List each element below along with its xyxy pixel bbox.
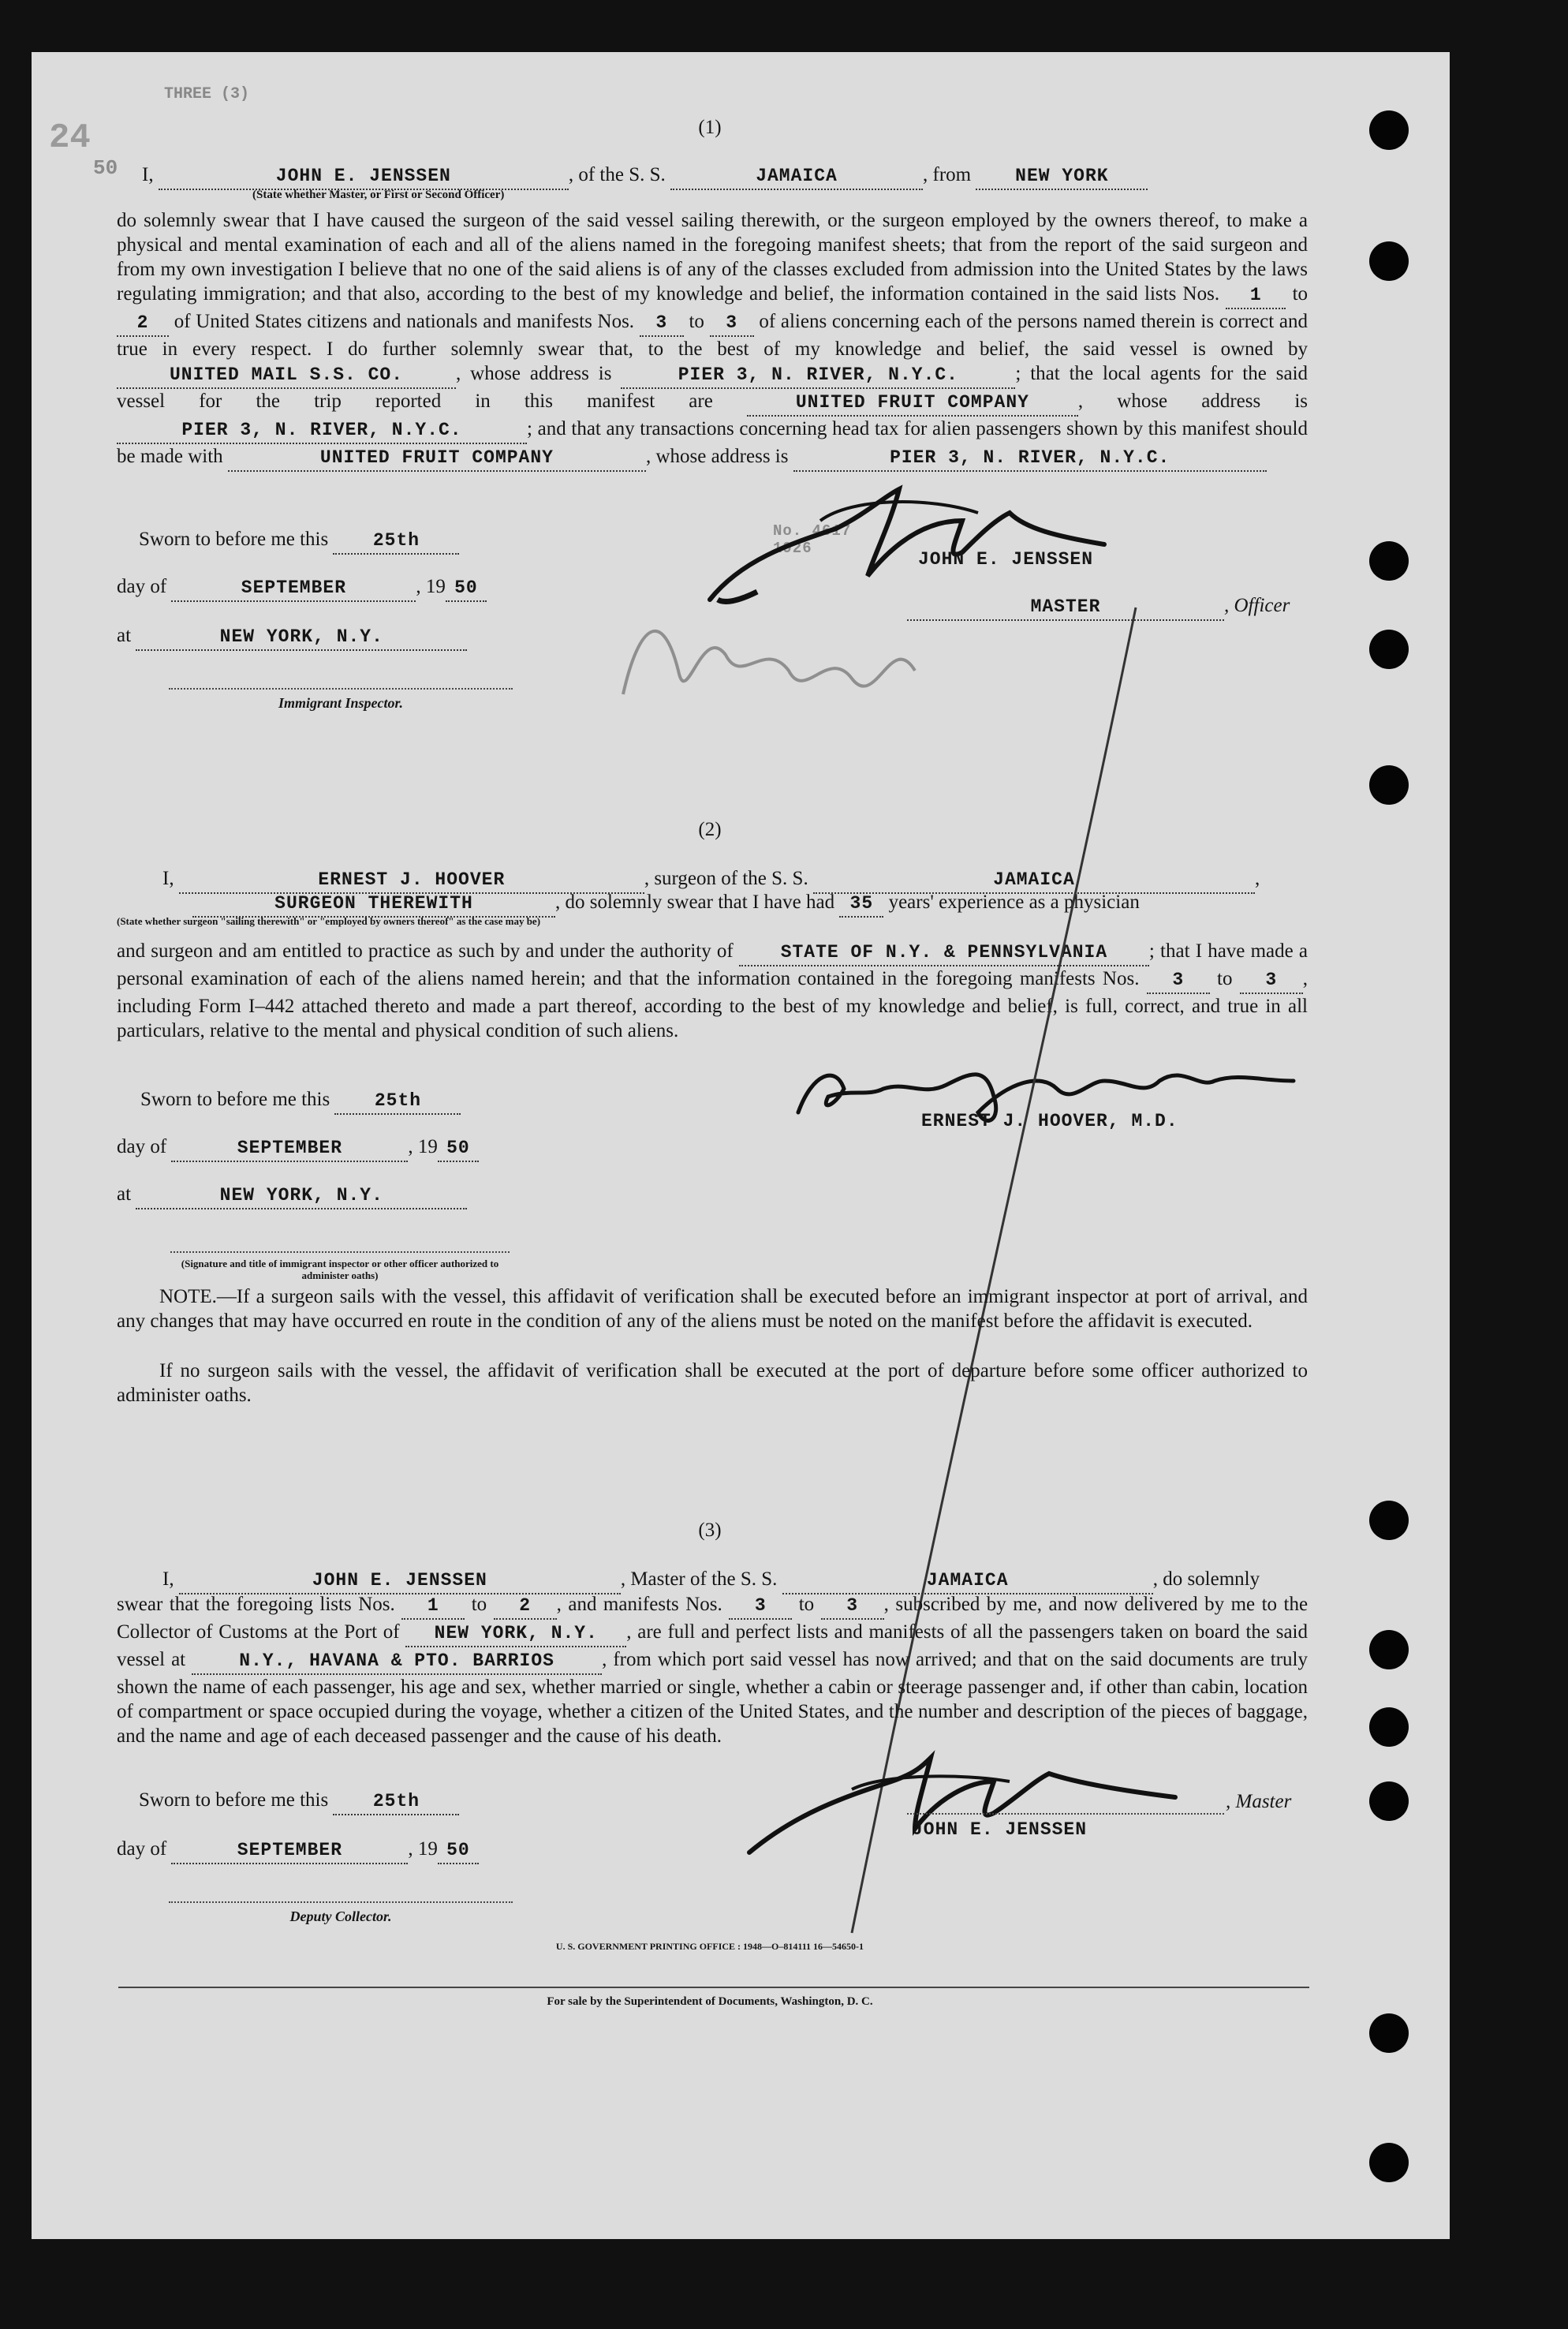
year-prefix: , 19 — [416, 576, 446, 597]
to-text: to — [1292, 283, 1309, 305]
arrival-port: NEW YORK, N.Y. — [405, 1621, 626, 1647]
whose-address-label: whose address is — [1117, 391, 1309, 412]
manifest-to: 3 — [1240, 968, 1303, 994]
oath-body-text: do solemnly swear that I have caused the surgeon of the said vessel sailing therewith, or the surgeon employed by the owners thereof, to make a physical and mental examination of each and all of the aliens named in the foregoing manifest sheets; that from the report of the said surgeon and from my own investigation I believe that no one of the said aliens is of any of the classes excluded from admission into the United States by the laws regulating immigration; and that also, according to the best of my knowledge and belief, the information contained in the said lists Nos. — [117, 210, 1308, 305]
sworn-line — [140, 1087, 461, 1115]
lists-from: 1 — [401, 1594, 465, 1620]
name-caption: (State whether Master, or First or Second Officer) — [252, 189, 505, 201]
lists-from: 1 — [1226, 283, 1286, 309]
at-line — [117, 623, 467, 651]
manifest-from: 3 — [729, 1594, 792, 1620]
exam-text-b: , including Form I–442 attached thereto and made a part thereof, according to the best of my knowledge and belief, is full, correct, and true in all particulars, relative to the mental and physical condition of such aliens. — [117, 968, 1309, 1041]
day-of-text: day of — [117, 1136, 167, 1157]
footer-rule — [118, 1987, 1309, 1988]
master-text-e: , from which port said vessel has now arrived; and that on the said documents are truly shown the name of each passenger, his age and sex, whether married or single, whether a cabin or steerage passenger and, if other than cabin, location of compartment or space occupied during the voyage, whether a citizen of the United States, and the number and description of the pieces of baggage, and the name and age of each deceased passenger and the cause of his death. — [117, 1649, 1308, 1747]
whose-address-text-2: , whose address is — [645, 446, 789, 467]
manifest-from: 3 — [640, 311, 684, 337]
whose-address-text: , whose address is — [456, 363, 612, 384]
oath-line-1 — [142, 163, 1148, 190]
officer-title: MASTER — [907, 595, 1224, 621]
officer-name: JOHN E. JENSSEN — [159, 164, 569, 190]
collector-signature-line — [169, 1901, 513, 1903]
from-text: , from — [923, 164, 972, 185]
binder-hole — [1369, 241, 1409, 281]
owner-address: PIER 3, N. RIVER, N.Y.C. — [621, 363, 1015, 389]
surgeon-line-1: I, ERNEST J. HOOVER , surgeon of the S. S. JAMAICA , — [162, 866, 1260, 894]
master-typed-name: JOHN E. JENSSEN — [918, 549, 1094, 570]
master-typed-name: JOHN E. JENSSEN — [912, 1819, 1088, 1840]
sworn-day: 25th — [333, 1789, 459, 1815]
sworn-year: 50 — [446, 576, 487, 602]
sworn-text: Sworn to before me this — [139, 529, 329, 550]
sworn-month: SEPTEMBER — [171, 1838, 408, 1864]
sworn-line — [139, 527, 459, 555]
oath-body-text-2a: of United States citizens and nationals and manifests Nos. — [174, 311, 635, 332]
headtax-address: PIER 3, N. RIVER, N.Y.C. — [793, 446, 1267, 472]
sale-notice: For sale by the Superintendent of Documents, Washington, D. C. — [547, 1995, 873, 2008]
sworn-day: 25th — [334, 1089, 461, 1115]
stamp-line: 1926 — [773, 540, 812, 557]
lists-to: 2 — [117, 311, 169, 337]
master-text-c: , subscribed by me, and now delivered by me to the Collector of Customs at the Port of — [117, 1594, 1309, 1643]
day-of-line — [117, 1837, 479, 1864]
years-experience: 35 — [839, 892, 883, 918]
manifest-to: 3 — [710, 311, 754, 337]
surgeon-body: and surgeon and am entitled to practice as such by and under the authority of STATE OF N.Y. & PENNSYLVANIA ; that I have made a personal examination of each of the aliens named herein; and that the information contained in the foregoing manifests Nos. 3 to 3 , including Form I–442 attached thereto and made a part thereof, according to the best of my knowledge and belief, is full, correct, and true in all particulars, relative to the mental and physical condition of such aliens. — [117, 940, 1309, 1041]
officer-signature-line — [170, 1251, 510, 1253]
master-body — [117, 1592, 1308, 1748]
lists-to: 2 — [494, 1594, 557, 1620]
section-number: (1) — [698, 117, 722, 138]
experience-text: years' experience as a physician — [888, 892, 1140, 913]
note-text-2: If no surgeon sails with the vessel, the affidavit of verification shall be executed at the port of departure before some officer authorized to administer oaths. — [117, 1360, 1308, 1406]
binder-hole — [1369, 2143, 1409, 2182]
inspector-caption: Immigrant Inspector. — [278, 695, 404, 711]
sworn-year: 50 — [438, 1136, 479, 1162]
manifest-to: 3 — [821, 1594, 884, 1620]
at-text: at — [117, 625, 132, 646]
oath-body-text-2b: of aliens concerning each of the persons named therein is correct and true in every respect. I do further solemnly swear that, to the best of my knowledge and belief, the said vessel is owned by — [117, 311, 1308, 360]
signature-caption-text: (Signature and title of immigrant inspector or other officer authorized to administer oaths) — [181, 1258, 499, 1281]
binder-hole — [1369, 1707, 1409, 1747]
practice-authority: STATE OF N.Y. & PENNSYLVANIA — [739, 940, 1149, 966]
inspector-signature-line — [169, 688, 513, 690]
headtax-text: ; and that any transactions concerning head tax for alien passengers shown by this manifest should be made with — [117, 418, 1308, 467]
of-ss-text: , of the S. S. — [568, 164, 666, 185]
vessel-owner: UNITED MAIL S.S. CO. — [117, 363, 456, 389]
collector-caption: Deputy Collector. — [289, 1908, 392, 1924]
to-text: to — [1217, 968, 1233, 989]
signature-caption — [170, 1258, 510, 1281]
to-text: to — [471, 1594, 487, 1615]
sworn-year: 50 — [438, 1838, 479, 1864]
sworn-month: SEPTEMBER — [171, 576, 416, 602]
vessel-name: JAMAICA — [813, 868, 1255, 894]
tab-label: THREE (3) — [164, 85, 250, 103]
year-prefix: , 19 — [408, 1136, 438, 1157]
surgeon-capacity: SURGEON THEREWITH — [192, 892, 555, 918]
day-of-line — [117, 574, 487, 602]
master-text-a: swear that the foregoing lists Nos. — [117, 1594, 395, 1615]
master-text-d: , are full and perfect lists and manifests of all the passengers taken on board the said vessel at — [117, 1621, 1309, 1670]
master-signature-3 — [734, 1750, 1191, 1868]
day-of-text: day of — [117, 1838, 167, 1860]
swear-text: , do solemnly swear that I have had — [555, 892, 835, 913]
manifest-from: 3 — [1147, 968, 1210, 994]
departure-port: NEW YORK — [976, 164, 1148, 190]
sworn-place: NEW YORK, N.Y. — [136, 625, 467, 651]
at-text: at — [117, 1183, 132, 1205]
gpo-imprint: U. S. GOVERNMENT PRINTING OFFICE : 1948—O–814111 16—54650-1 — [555, 1941, 864, 1952]
sworn-text: Sworn to before me this — [139, 1789, 329, 1811]
master-line-1 — [162, 1567, 1260, 1594]
sworn-day: 25th — [333, 529, 459, 555]
sworn-line — [139, 1788, 459, 1815]
local-agents: UNITED FRUIT COMPANY — [747, 391, 1078, 417]
day-of-text: day of — [117, 576, 167, 597]
prefix-text: I, — [142, 164, 154, 185]
sworn-place: NEW YORK, N.Y. — [136, 1183, 467, 1209]
vessel-name: JAMAICA — [670, 164, 923, 190]
surgeon-typed-name: ERNEST J. HOOVER, M.D. — [921, 1111, 1178, 1131]
year-prefix: , 19 — [408, 1838, 438, 1860]
sworn-month: SEPTEMBER — [171, 1136, 408, 1162]
sworn-text: Sworn to before me this — [140, 1089, 330, 1110]
bleed-number: 50 — [93, 156, 118, 180]
surgeon-name: ERNEST J. HOOVER — [179, 868, 644, 894]
binder-hole — [1369, 1501, 1409, 1540]
to-text: to — [798, 1594, 815, 1615]
note-paragraph-2 — [117, 1359, 1308, 1407]
note-paragraph-1 — [117, 1284, 1308, 1333]
headtax-agent: UNITED FRUIT COMPANY — [228, 446, 646, 472]
embark-ports: N.Y., HAVANA & PTO. BARRIOS — [192, 1649, 602, 1675]
surgeon-of-text: , surgeon of the S. S. — [644, 868, 808, 889]
prefix-text: I, — [162, 1568, 174, 1590]
binder-hole — [1369, 110, 1409, 150]
do-solemnly-text: , do solemnly — [1152, 1568, 1260, 1590]
master-signature-line — [907, 1813, 1224, 1815]
binder-hole — [1369, 2013, 1409, 2053]
oath-body: do solemnly swear that I have caused the surgeon of the said vessel sailing therewith, or the surgeon employed by the owners thereof, to make a physical and mental examination of each and all of the aliens named in the foregoing manifest sheets; that from the report of the said surgeon and from my own investigation I believe that no one of the said aliens is of any of the classes excluded from admission into the United States by the laws regulating immigration; and that also, according to the best of my knowledge and belief, the information contained in the said lists Nos. 1 to 2 of United States citizens and nationals and manifests Nos. 3 to 3 of aliens concerning each of the persons named therein is correct and true in every respect. I do further solemnly swear that, to the best of my knowledge and belief, the said vessel is owned by UNITED MAIL S.S. CO. , whose address is PIER 3, N. RIVER, N.Y.C. ; that the local agents for the said vessel for the trip reported in this manifest are UNITED FRUIT COMPANY , whose address is PIER 3, N. RIVER, N.Y.C. ; and that any transactions concerning head tax for alien passengers shown by this manifest should be made with UNITED FRUIT COMPANY , whose address is PIER 3, N. RIVER, N.Y.C. — [117, 208, 1308, 472]
agents-text: that the local agents for the said vessel for the trip reported in this manifest are — [117, 363, 1309, 412]
authority-text: and surgeon and am entitled to practice as such by and under the authority of — [117, 940, 734, 962]
binder-hole — [1369, 765, 1409, 805]
master-text-b: , and manifests Nos. — [556, 1594, 722, 1615]
day-of-line — [117, 1135, 479, 1162]
officer-label: , Officer — [1224, 595, 1290, 616]
master-of-text: , Master of the S. S. — [620, 1568, 778, 1590]
stamp-line: No. 4617 — [773, 522, 852, 540]
at-line — [117, 1182, 467, 1209]
vessel-name: JAMAICA — [782, 1568, 1153, 1594]
master-name: JOHN E. JENSSEN — [179, 1568, 621, 1594]
binder-hole — [1369, 1630, 1409, 1669]
capacity-caption: (State whether surgeon "sailing therewith" or "employed by owners thereof" as the case may be) — [117, 915, 541, 927]
binder-hole — [1369, 541, 1409, 581]
section-number: (2) — [698, 819, 722, 840]
bleed-number: 24 — [49, 118, 91, 158]
master-label: , Master — [1226, 1791, 1292, 1812]
note-text-1: NOTE.—If a surgeon sails with the vessel, this affidavit of verification shall be executed before an immigrant inspector at port of arrival, and any changes that may have occurred en route in the condition of any of the aliens must be noted on the manifest before the affidavit is executed. — [117, 1286, 1308, 1332]
to-text: to — [689, 311, 704, 332]
prefix-text: I, — [162, 868, 174, 889]
binder-hole — [1369, 1781, 1409, 1821]
exam-text-a: that I have made a personal examination of each of the aliens named herein; and that the information contained in the foregoing manifests Nos. — [117, 940, 1308, 989]
agents-address: PIER 3, N. RIVER, N.Y.C. — [117, 418, 527, 444]
binder-hole — [1369, 630, 1409, 669]
section-number: (3) — [698, 1520, 722, 1541]
